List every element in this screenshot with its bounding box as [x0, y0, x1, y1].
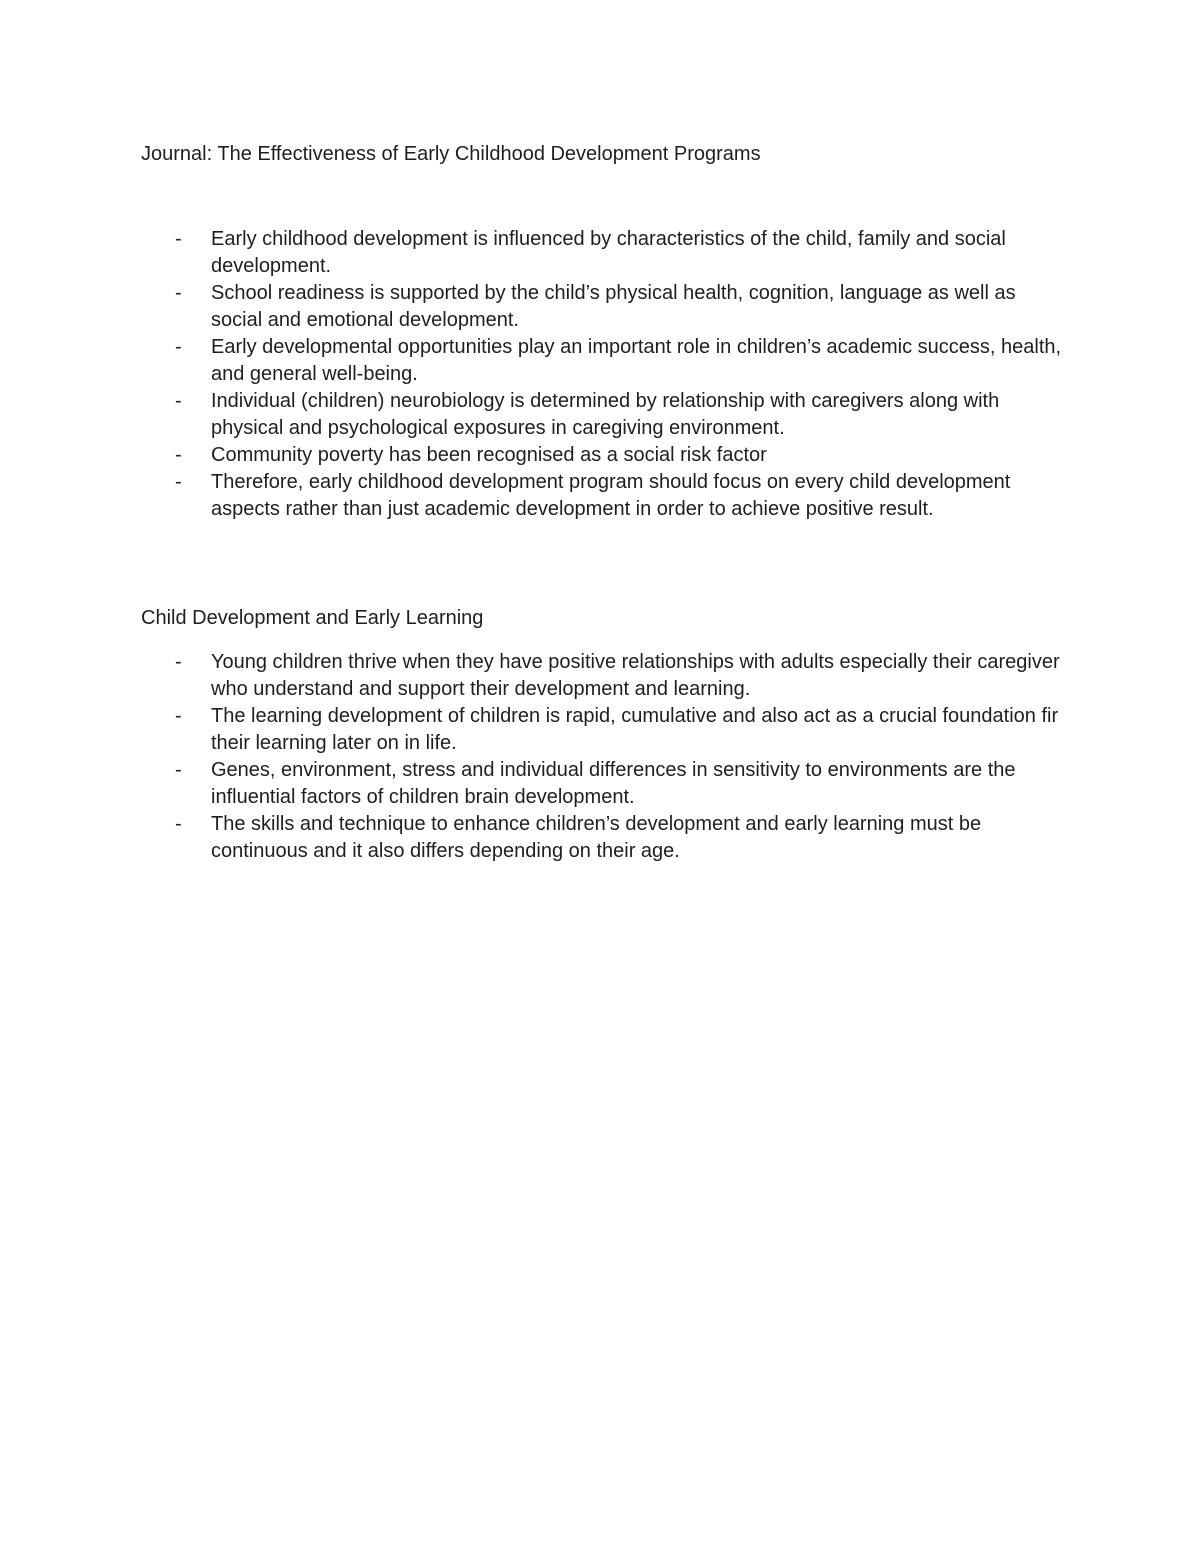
bullet-dash: -	[175, 651, 182, 673]
journal-title: Journal: The Effectiveness of Early Childhood Development Programs	[141, 143, 761, 165]
list-item-text: School readiness is supported by the child’s physical health, cognition, language as well as social and emotional development.	[211, 282, 1016, 331]
list-item-text: Community poverty has been recognised as a social risk factor	[211, 444, 767, 466]
bullet-dash: -	[175, 759, 182, 781]
list-item-text: The skills and technique to enhance children’s development and early learning must be continuous and it also differs depending on their age.	[211, 813, 982, 862]
section-heading: Child Development and Early Learning	[141, 607, 484, 629]
bullet-dash: -	[175, 705, 182, 727]
journal-bullet-list	[141, 226, 1071, 523]
list-item	[141, 757, 1071, 811]
bullet-dash: -	[175, 336, 182, 358]
list-item	[141, 649, 1071, 703]
list-item-text: Early developmental opportunities play an important role in children’s academic success, health, and general well-being.	[211, 336, 1062, 385]
list-item-text: Young children thrive when they have positive relationships with adults especially their caregiver who understand and support their development and learning.	[211, 651, 1060, 700]
list-item-text: Early childhood development is influenced by characteristics of the child, family and social development.	[211, 228, 1006, 277]
list-item-text: The learning development of children is rapid, cumulative and also act as a crucial foundation fir their learning later on in life.	[211, 705, 1059, 754]
list-item-text: Individual (children) neurobiology is determined by relationship with caregivers along with physical and psychological exposures in caregiving environment.	[211, 390, 1000, 439]
bullet-dash: -	[175, 282, 182, 304]
bullet-dash: -	[175, 228, 182, 250]
list-item	[141, 226, 1071, 280]
journal-section	[141, 141, 1071, 523]
list-item-text: Genes, environment, stress and individual differences in sensitivity to environments are the influential factors of children brain development.	[211, 759, 1016, 808]
child-development-bullet-list	[141, 649, 1071, 865]
list-item	[141, 703, 1071, 757]
list-item	[141, 388, 1071, 442]
child-development-section	[141, 605, 1071, 865]
list-item	[141, 280, 1071, 334]
list-item	[141, 811, 1071, 865]
bullet-dash: -	[175, 471, 182, 493]
list-item-text: Therefore, early childhood development program should focus on every child development aspects rather than just academic development in order to achieve positive result.	[211, 471, 1011, 520]
bullet-dash: -	[175, 813, 182, 835]
bullet-dash: -	[175, 444, 182, 466]
list-item	[141, 469, 1071, 523]
list-item	[141, 442, 1071, 469]
list-item	[141, 334, 1071, 388]
bullet-dash: -	[175, 390, 182, 412]
